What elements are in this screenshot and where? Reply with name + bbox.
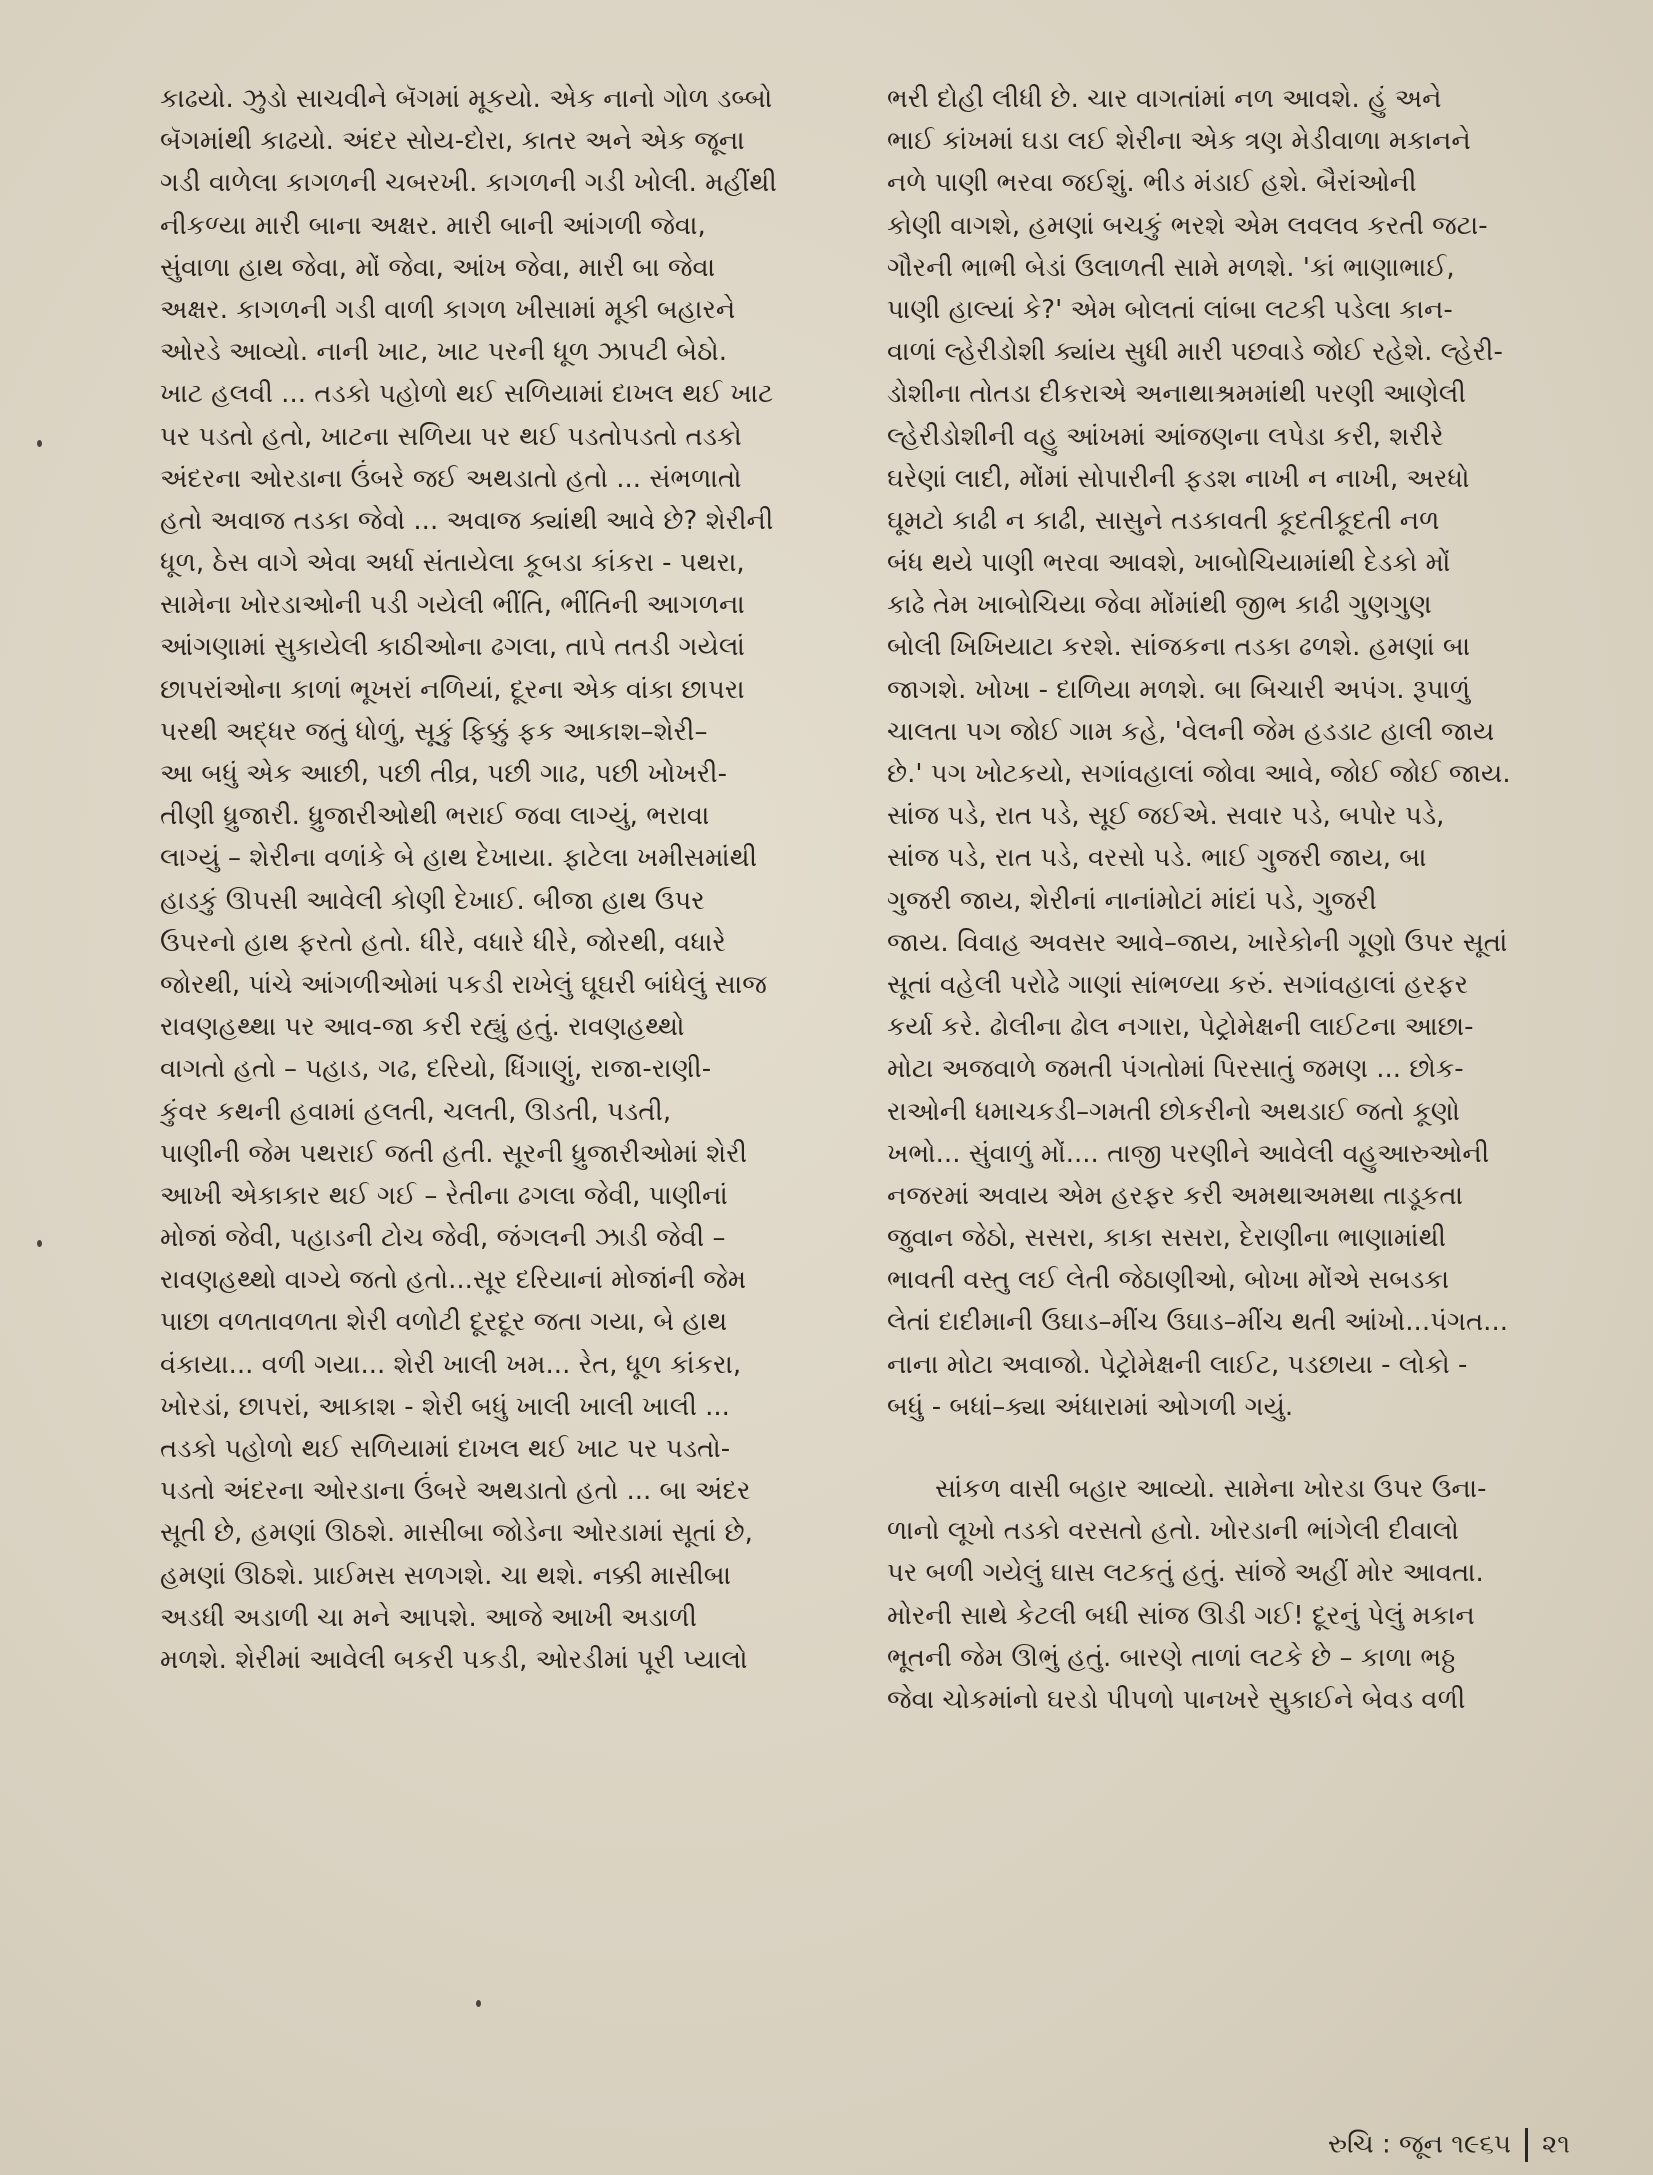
text-line: ઘરેણાં લાદી, મોંમાં સોપારીની ફડશ નાખી ન નાખી, અરધો xyxy=(887,463,1470,494)
ink-speck xyxy=(37,1240,42,1247)
text-line: જુવાન જેઠો, સસરા, કાકા સસરા, દેરાણીના ભાણામાંથી xyxy=(887,1223,1446,1254)
text-line: મોજાં જેવી, પહાડની ટોચ જેવી, જંગલની ઝાડી જેવી – xyxy=(160,1223,726,1254)
text-line: રાવણહથ્થો વાગ્યે જતો હતો...સૂર દરિયાનાં મોજાંની જેમ xyxy=(160,1265,747,1296)
text-line: અંદરના ઓરડાના ઉંબરે જઈ અથડાતો હતો ... સંભળાતો xyxy=(160,463,742,494)
text-line: આ બધું એક આછી, પછી તીવ્ર, પછી ગાઢ, પછી ખોખરી- xyxy=(160,759,727,789)
text-line: જેવા ચોકમાંનો ઘરડો પીપળો પાનખરે સુકાઈને બેવડ વળી xyxy=(887,1684,1466,1715)
text-line: નળે પાણી ભરવા જઈશું. ભીડ મંડાઈ હશે. બૈરાંઓની xyxy=(887,168,1417,199)
text-line: છાપરાંઓના કાળાં ભૂખરાં નળિયાં, દૂરના એક વાંકા છાપરા xyxy=(160,674,745,705)
text-line: પર બળી ગયેલું ઘાસ લટકતું હતું. સાંજે અહીં મોર આવતા. xyxy=(887,1558,1484,1589)
text-line: ભાઈ કાંખમાં ઘડા લઈ શેરીના એક ત્રણ મેડીવાળા મકાનને xyxy=(887,126,1471,157)
text-line: સાંજ પડે, રાત પડે, વરસો પડે. ભાઈ ગુજરી જાય, બા xyxy=(887,843,1427,874)
text-line: વાળાં લ્હેરીડોશી ક્યાંય સુધી મારી પછવાડે જોઈ રહેશે. લ્હેરી- xyxy=(887,337,1503,368)
text-line: ગુજરી જાય, શેરીનાં નાનાંમોટાં માંદાં પડે, ગુજરી xyxy=(887,885,1377,916)
text-line: ખોરડાં, છાપરાં, આકાશ - શેરી બધું ખાલી ખાલી ખાલી ... xyxy=(160,1391,730,1422)
text-line: નીકળ્યા મારી બાના અક્ષર. મારી બાની આંગળી જેવા, xyxy=(160,210,706,241)
page-footer xyxy=(1000,2128,1570,2162)
text-line: ળાનો લૂખો તડકો વરસતો હતો. ખોરડાની ભાંગેલી દીવાલો xyxy=(887,1516,1459,1547)
text-line: રાઓની ધમાચકડી–ગમતી છોકરીનો અથડાઈ જતો કૂણો xyxy=(887,1096,1460,1127)
text-line: સુંવાળા હાથ જેવા, મોં જેવા, આંખ જેવા, મારી બા જેવા xyxy=(160,252,716,283)
text-line: સાંકળ વાસી બહાર આવ્યો. સામેના ખોરડા ઉપર ઉના- xyxy=(935,1474,1487,1504)
text-line: કાઢે તેમ ખાબોચિયા જેવા મોંમાંથી જીભ કાઢી ગુણગુણ xyxy=(887,590,1432,621)
text-line: બંધ થયે પાણી ભરવા આવશે, ખાબોચિયામાંથી દેડકો મોં xyxy=(887,548,1451,579)
text-line: વાગતો હતો – પહાડ, ગઢ, દરિયો, ધિંગાણું, રાજા-રાણી- xyxy=(160,1054,712,1085)
text-line: ઘૂમટો કાઢી ન કાઢી, સાસુને તડકાવતી કૂદતીકૂદતી નળ xyxy=(887,505,1440,536)
text-line: સૂતાં વહેલી પરોઢે ગાણાં સાંભળ્યા કરું. સગાંવહાલાં હરફર xyxy=(887,969,1469,1000)
text-line: ઓરડે આવ્યો. નાની ખાટ, ખાટ પરની ધૂળ ઝાપટી બેઠો. xyxy=(160,337,727,368)
text-line: પરથી અદ્ધર જતું ધોળું, સૂકું ફિક્કું ફક આકાશ–શેરી– xyxy=(160,716,708,747)
text-line: પડતો અંદરના ઓરડાના ઉંબરે અથડાતો હતો ... બા અંદર xyxy=(160,1476,751,1507)
text-line: પર પડતો હતો, ખાટના સળિયા પર થઈ પડતોપડતો તડકો xyxy=(160,421,742,452)
text-line: નજરમાં અવાય એમ હરફર કરી અમથાઅમથા તાડૂકતા xyxy=(887,1180,1464,1211)
text-line: અક્ષર. કાગળની ગડી વાળી કાગળ ખીસામાં મૂકી બહારને xyxy=(160,294,736,325)
text-line: લ્હેરીડોશીની વહુ આંખમાં આંજણના લપેડા કરી, શરીરે xyxy=(887,421,1444,452)
text-line: સામેના ખોરડાઓની પડી ગયેલી ભીંતિ, ભીંતિની આગળના xyxy=(160,590,745,621)
text-line: ખાટ હલવી ... તડકો પહોળો થઈ સળિયામાં દાખલ થઈ ખાટ xyxy=(160,379,774,410)
text-line: હાડકું ઊપસી આવેલી કોણી દેખાઈ. બીજા હાથ ઉપર xyxy=(160,885,705,916)
text-line: વંકાયા... વળી ગયા... શેરી ખાલી ખમ... રેત, ધૂળ કાંકરા, xyxy=(160,1349,742,1380)
text-line: કોણી વાગશે, હમણાં બચકું ભરશે એમ લવલવ કરતી જટા- xyxy=(887,210,1488,241)
right-column xyxy=(887,78,1567,1721)
text-line: જાગશે. ખોખા - દાળિયા મળશે. બા બિચારી અપંગ. રૂપાળું xyxy=(887,674,1471,705)
text-line: જાય. વિવાહ અવસર આવે–જાય, ખારેકોની ગૂણો ઉપર સૂતાં xyxy=(887,927,1508,958)
text-line: ડોશીના તોતડા દીકરાએ અનાથાશ્રમમાંથી પરણી આણેલી xyxy=(887,379,1466,410)
text-line: જોરથી, પાંચે આંગળીઓમાં પકડી રાખેલું ઘૂઘરી બાંધેલું સાજ xyxy=(160,969,767,1000)
ink-speck xyxy=(476,2000,481,2007)
text-line: ધૂળ, ઠેસ વાગે એવા અર્ધા સંતાયેલા કૂબડા કાંકરા - પથરા, xyxy=(160,548,745,579)
text-line: લાગ્યું – શેરીના વળાંકે બે હાથ દેખાયા. ફાટેલા ખમીસમાંથી xyxy=(160,843,758,874)
text-line: પાણીની જેમ પથરાઈ જતી હતી. સૂરની ધ્રુજારીઓમાં શેરી xyxy=(160,1138,748,1169)
text-line: રાવણહથ્થા પર આવ-જા કરી રહ્યું હતું. રાવણહથ્થો xyxy=(160,1012,685,1043)
right-column-paragraph-1 xyxy=(887,78,1567,1428)
text-line: તડકો પહોળો થઈ સળિયામાં દાખલ થઈ ખાટ પર પડતો- xyxy=(160,1434,731,1464)
text-line: ભરી દોહી લીધી છે. ચાર વાગતાંમાં નળ આવશે. હું અને xyxy=(887,84,1442,114)
text-line: કાઢયો. ઝુડો સાચવીને બૅગમાં મૂકયો. એક નાનો ગોળ ડબ્બો xyxy=(160,84,773,114)
magazine-issue: રુચિ : જૂન ૧૯૬૫ xyxy=(1327,2129,1511,2160)
text-line: મોરની સાથે કેટલી બધી સાંજ ઊડી ગઈ! દૂરનું પેલું મકાન xyxy=(887,1600,1475,1631)
text-line: ઉપરનો હાથ ફરતો હતો. ધીરે, વધારે ધીરે, જોરથી, વધારે xyxy=(160,927,726,958)
right-column-paragraph-2 xyxy=(887,1468,1567,1721)
text-line: ભાવતી વસ્તુ લઈ લેતી જેઠાણીઓ, બોખા મોંએ સબડકા xyxy=(887,1265,1450,1296)
text-line: બોલી ખિખિયાટા કરશે. સાંજકના તડકા ઢળશે. હમણાં બા xyxy=(887,632,1471,663)
text-line: કર્યા કરે. ઢોલીના ઢોલ નગારા, પેટ્રોમેક્ષની લાઈટના આછા- xyxy=(887,1012,1474,1043)
text-line: પાણી હાલ્યાં કે?' એમ બોલતાં લાંબા લટકી પડેલા કાન- xyxy=(887,294,1453,325)
text-line: કુંવર કથની હવામાં હલતી, ચલતી, ઊડતી, પડતી, xyxy=(160,1096,672,1127)
page-number: ૨૧ xyxy=(1541,2129,1570,2160)
text-line: નાના મોટા અવાજો. પેટ્રોમેક્ષની લાઈટ, પડછાયા - લોકો - xyxy=(887,1349,1468,1380)
text-line: બધું - બધાં–ક્યા અંધારામાં ઓગળી ગયું. xyxy=(887,1391,1294,1422)
text-line: ગડી વાળેલા કાગળની ચબરખી. કાગળની ગડી ખોલી. મહીંથી xyxy=(160,168,777,199)
text-line: સૂતી છે, હમણાં ઊઠશે. માસીબા જોડેના ઓરડામાં સૂતાં છે, xyxy=(160,1518,753,1549)
text-line: છે.' પગ ખોટકયો, સગાંવહાલાં જોવા આવે, જોઈ જોઈ જાય. xyxy=(887,759,1511,789)
text-line: અડધી અડાળી ચા મને આપશે. આજે આખી અડાળી xyxy=(160,1602,697,1633)
text-line: હતો અવાજ તડકા જેવો ... અવાજ ક્યાંથી આવે છે? શેરીની xyxy=(160,505,774,536)
text-line: મળશે. શેરીમાં આવેલી બકરી પકડી, ઓરડીમાં પૂરી પ્યાલો xyxy=(160,1644,748,1675)
text-line: ખભો... સુંવાળું મોં.... તાજી પરણીને આવેલી વહુઆરુઓની xyxy=(887,1138,1490,1169)
ink-speck xyxy=(37,440,42,447)
footer-divider xyxy=(1525,2128,1528,2162)
text-line: મોટા અજવાળે જમતી પંગતોમાં પિરસાતું જમણ ... છોક- xyxy=(887,1054,1464,1085)
text-line: ગૌરની ભાભી બેડાં ઉલાળતી સામે મળશે. 'કાં ભાણાભાઈ, xyxy=(887,252,1455,283)
text-line: હમણાં ઊઠશે. પ્રાઈમસ સળગશે. ચા થશે. નક્કી માસીબા xyxy=(160,1560,732,1591)
text-line: તીણી ધ્રુજારી. ધ્રુજારીઓથી ભરાઈ જવા લાગ્યું, ભરાવા xyxy=(160,801,710,832)
text-line: સાંજ પડે, રાત પડે, સૂઈ જઈએ. સવાર પડે, બપોર પડે, xyxy=(887,801,1445,832)
text-line: પાછા વળતાવળતા શેરી વળોટી દૂરદૂર જતા ગયા, બે હાથ xyxy=(160,1307,728,1338)
text-line: ચાલતા પગ જોઈ ગામ કહે, 'વેલની જેમ હડડાટ હાલી જાય xyxy=(887,716,1495,747)
text-line: આંગણામાં સુકાયેલી કાઠીઓના ઢગલા, તાપે તતડી ગયેલાં xyxy=(160,632,745,663)
left-column xyxy=(160,78,832,1681)
text-line: આખી એકાકાર થઈ ગઈ – રેતીના ઢગલા જેવી, પાણીનાં xyxy=(160,1180,728,1211)
text-line: બૅગમાંથી કાઢયો. અંદર સોય-દોરા, કાતર અને એક જૂના xyxy=(160,126,745,157)
text-line: ભૂતની જેમ ઊભું હતું. બારણે તાળાં લટકે છે – કાળા ભઠ્ઠ xyxy=(887,1642,1456,1673)
text-line: લેતાં દાદીમાની ઉઘાડ–મીંચ ઉઘાડ–મીંચ થતી આંખો...પંગત... xyxy=(887,1307,1508,1338)
